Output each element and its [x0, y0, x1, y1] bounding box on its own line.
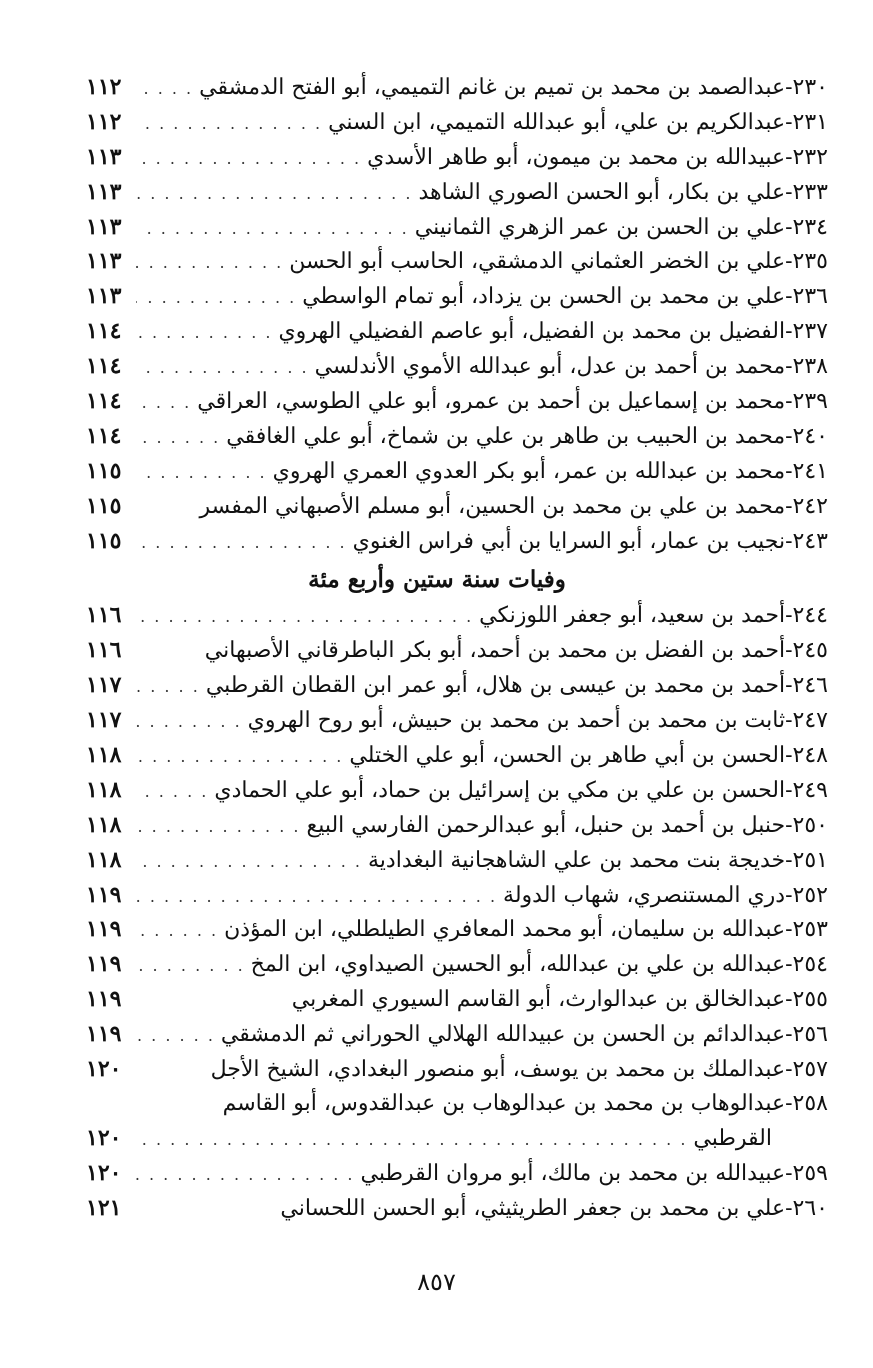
dot-leader: [136, 528, 347, 558]
entry-title-line1: عبدالوهاب بن محمد بن عبدالوهاب بن عبدالقدوس، أبو القاسم: [222, 1090, 786, 1116]
entry-number: ٢٣٩-: [785, 389, 828, 415]
toc-entry: [86, 316, 828, 351]
entry-number: ٢٦٠-: [785, 1195, 828, 1221]
dot-leader: [136, 777, 208, 807]
toc-entry: [86, 670, 828, 705]
dot-leader: [136, 602, 473, 632]
dot-leader: [136, 318, 272, 348]
entry-title: عبدالدائم بن الحسن بن عبيدالله الهلالي الحوراني ثم الدمشقي: [220, 1022, 786, 1048]
entry-number: ٢٤٧-: [785, 708, 828, 734]
toc-entry: [86, 810, 828, 845]
entry-page: ١١٤: [86, 388, 122, 415]
toc-entry-wrapped: [86, 1089, 828, 1123]
entry-number: ٢٥٥-: [785, 987, 828, 1013]
toc-entry: [86, 845, 828, 880]
entry-number: ٢٥٣-: [785, 917, 828, 943]
dot-leader: [136, 458, 267, 488]
entry-page: ١١٨: [86, 776, 122, 803]
entry-title: محمد بن إسماعيل بن أحمد بن عمرو، أبو علي الطوسي، العراقي: [197, 389, 786, 415]
entry-page: ١١٩: [86, 951, 122, 978]
entry-page: ١١٩: [86, 1021, 122, 1048]
dot-leader: [136, 951, 245, 981]
entry-page: ١١٦: [86, 637, 122, 664]
entry-number: ٢٣٣-: [785, 179, 828, 205]
toc-entry: [86, 880, 828, 915]
entry-number: ٢٣٢-: [785, 144, 828, 170]
entry-number: ٢٥٧-: [785, 1057, 828, 1083]
section-heading: وفيات سنة ستين وأربع مئة: [308, 566, 566, 594]
entry-title: عبدالملك بن محمد بن يوسف، أبو منصور البغدادي، الشيخ الأجل: [210, 1057, 786, 1083]
dot-leader: [136, 847, 362, 877]
toc-entry: [86, 177, 828, 212]
entry-number: ٢٣٤-: [785, 214, 828, 240]
toc-entry: [86, 456, 828, 491]
entry-page: ١١٩: [86, 916, 122, 943]
entry-number: ٢٥٢-: [785, 882, 828, 908]
entry-number: ٢٥٤-: [785, 952, 828, 978]
toc-entry: [86, 72, 828, 107]
dot-leader: [136, 214, 409, 244]
toc-entry: [86, 914, 828, 949]
entry-page: ١٢٠: [86, 1056, 122, 1083]
entry-title: ثابت بن محمد بن أحمد بن محمد بن حبيش، أبو روح الهروي: [247, 708, 786, 734]
table-of-contents: [86, 72, 828, 1228]
dot-leader: [136, 1021, 215, 1051]
entry-title: دري المستنصري، شهاب الدولة: [503, 882, 786, 908]
entry-number: ٢٥٨-: [785, 1090, 828, 1116]
toc-entry: [86, 142, 828, 177]
toc-entry: [86, 984, 828, 1019]
entry-number: ٢٥٩-: [785, 1160, 828, 1186]
page-number: ٨٥٧: [417, 1268, 456, 1296]
toc-entry: [86, 740, 828, 775]
entry-number: ٢٤٩-: [785, 777, 828, 803]
entry-number: ٢٥٦-: [785, 1022, 828, 1048]
toc-entry: [86, 1158, 828, 1193]
dot-leader: [136, 812, 300, 842]
toc-entry: [86, 351, 828, 386]
entry-title: عبدالكريم بن علي، أبو عبدالله التميمي، ابن السني: [328, 109, 786, 135]
toc-entry: [86, 600, 828, 635]
toc-entry: [86, 212, 828, 247]
entry-page: ١١٥: [86, 527, 122, 554]
entry-page: ١١٨: [86, 811, 122, 838]
entry-title: خديجة بنت محمد بن علي الشاهجانية البغدادية: [368, 847, 786, 873]
entry-title-line2: القرطبي: [693, 1125, 772, 1151]
dot-leader: [136, 1160, 355, 1190]
entry-page: ١١٩: [86, 881, 122, 908]
entry-title: علي بن محمد بن جعفر الطريثيثي، أبو الحسن اللحساني: [280, 1195, 786, 1221]
dot-leader: [136, 353, 309, 383]
entry-page: ١١٤: [86, 353, 122, 380]
toc-entry: [86, 246, 828, 281]
dot-leader: [136, 742, 343, 772]
entry-number: ٢٤٨-: [785, 743, 828, 769]
entry-title: علي بن محمد بن الحسن بن يزداد، أبو تمام الواسطي: [302, 284, 786, 310]
dot-leader: [136, 179, 412, 209]
entry-number: ٢٤٤-: [785, 603, 828, 629]
entry-title: أحمد بن سعيد، أبو جعفر اللوزنكي: [479, 603, 786, 629]
entry-page: ١١٣: [86, 213, 122, 240]
toc-entry: [86, 635, 828, 670]
entry-title: محمد بن الحبيب بن طاهر بن علي بن شماخ، أبو علي الغافقي: [226, 423, 786, 449]
entry-number: ٢٥١-: [785, 847, 828, 873]
entry-page: ١٢٠: [86, 1124, 122, 1151]
toc-entry: [86, 386, 828, 421]
entry-title: نجيب بن عمار، أبو السرايا بن أبي فراس الغنوي: [352, 528, 786, 554]
dot-leader: [136, 707, 242, 737]
entry-title: علي بن بكار، أبو الحسن الصوري الشاهد: [418, 179, 786, 205]
entry-title: الحسن بن أبي طاهر بن الحسن، أبو علي الختلي: [349, 743, 786, 769]
entry-number: ٢٤١-: [785, 458, 828, 484]
entry-title: عبدالله بن علي بن عبدالله، أبو الحسين الصيداوي، ابن المخ: [250, 952, 786, 978]
toc-entry: [86, 775, 828, 810]
entry-number: ٢٣٥-: [785, 249, 828, 275]
toc-entry: [86, 1054, 828, 1089]
entry-page: ١١٣: [86, 143, 122, 170]
entry-page: ١١٨: [86, 742, 122, 769]
entry-number: ٢٣٨-: [785, 354, 828, 380]
entry-number: ٢٥٠-: [785, 812, 828, 838]
entry-title: عبدالخالق بن عبدالوارث، أبو القاسم السيوري المغربي: [291, 987, 786, 1013]
entry-number: ٢٣٠-: [785, 75, 828, 100]
toc-entry: [86, 949, 828, 984]
entry-page: ١١٧: [86, 672, 122, 699]
toc-entry: [86, 1019, 828, 1054]
dot-leader: [136, 1125, 687, 1155]
entry-title: عبدالله بن سليمان، أبو محمد المعافري الطيلطلي، ابن المؤذن: [224, 917, 786, 943]
entry-title: علي بن الخضر العثماني الدمشقي، الحاسب أبو الحسن: [289, 249, 786, 275]
toc-entry: [86, 491, 828, 526]
entry-number: ٢٤٠-: [785, 423, 828, 449]
entry-title: محمد بن علي بن محمد بن الحسين، أبو مسلم الأصبهاني المفسر: [199, 493, 786, 519]
dot-leader: [136, 248, 283, 278]
entry-title: الحسن بن علي بن مكي بن إسرائيل بن حماد، أبو علي الحمادي: [214, 777, 786, 803]
entry-page: ١١٤: [86, 422, 122, 449]
dot-leader: [136, 74, 193, 104]
entry-number: ٢٣١-: [785, 109, 828, 135]
entry-page: ١٢١: [86, 1194, 122, 1221]
entry-title: أحمد بن الفضل بن محمد بن أحمد، أبو بكر الباطرقاني الأصبهاني: [204, 638, 786, 664]
entry-number: ٢٣٧-: [785, 319, 828, 345]
toc-entry: [86, 107, 828, 142]
entry-page: ١١٦: [86, 602, 122, 629]
entry-page: ١١٤: [86, 318, 122, 345]
entry-page: ١١٧: [86, 707, 122, 734]
dot-leader: [136, 882, 497, 912]
entry-page: ١١٥: [86, 492, 122, 519]
entry-page: ١١٣: [86, 248, 122, 275]
dot-leader: [136, 423, 220, 453]
dot-leader: [136, 283, 296, 313]
entry-title: عبيدالله بن محمد بن مالك، أبو مروان القرطبي: [360, 1160, 786, 1186]
toc-entry: [86, 526, 828, 561]
toc-entry-continuation: [86, 1123, 828, 1158]
entry-page: ١١٣: [86, 178, 122, 205]
entry-number: ٢٤٣-: [785, 528, 828, 554]
entry-page: ١١٨: [86, 846, 122, 873]
entry-title: محمد بن أحمد بن عدل، أبو عبدالله الأموي الأندلسي: [314, 354, 786, 380]
toc-entry: [86, 281, 828, 316]
entry-page: ١٢٠: [86, 1159, 122, 1186]
entry-title: حنبل بن أحمد بن حنبل، أبو عبدالرحمن الفارسي البيع: [306, 812, 786, 838]
entry-number: ٢٤٥-: [785, 638, 828, 664]
dot-leader: [136, 388, 191, 418]
toc-entry: [86, 705, 828, 740]
dot-leader: [136, 916, 218, 946]
entry-page: ١١٢: [86, 74, 122, 100]
entry-number: ٢٤٢-: [785, 493, 828, 519]
entry-title: محمد بن عبدالله بن عمر، أبو بكر العدوي العمري الهروي: [272, 458, 786, 484]
entry-title: عبدالصمد بن محمد بن تميم بن غانم التميمي، أبو الفتح الدمشقي: [199, 75, 786, 100]
dot-leader: [136, 109, 322, 139]
entry-page: ١١٢: [86, 108, 122, 135]
entry-title: عبيدالله بن محمد بن ميمون، أبو طاهر الأسدي: [367, 144, 786, 170]
entry-page: ١١٣: [86, 283, 122, 310]
toc-entry: [86, 421, 828, 456]
toc-entry: [86, 1193, 828, 1228]
entry-title: علي بن الحسن بن عمر الزهري الثمانيني: [414, 214, 786, 240]
entry-title: أحمد بن محمد بن عيسى بن هلال، أبو عمر ابن القطان القرطبي: [205, 673, 786, 699]
entry-number: ٢٣٦-: [785, 284, 828, 310]
entry-title: الفضيل بن محمد بن الفضيل، أبو عاصم الفضيلي الهروي: [278, 319, 786, 345]
dot-leader: [136, 672, 200, 702]
entry-page: ١١٩: [86, 986, 122, 1013]
dot-leader: [136, 144, 361, 174]
entry-page: ١١٥: [86, 457, 122, 484]
entry-number: ٢٤٦-: [785, 673, 828, 699]
